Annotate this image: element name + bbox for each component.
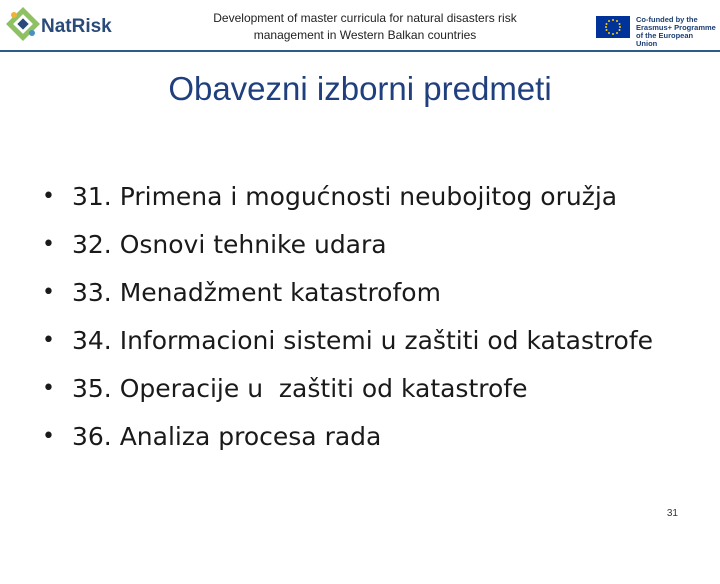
eu-flag-icon <box>596 16 630 38</box>
list-item-text: 33. Menadžment katastrofom <box>72 278 441 307</box>
list-item <box>42 272 441 320</box>
list-item <box>42 320 654 368</box>
eu-text-line-2: Erasmus+ Programme <box>636 23 716 32</box>
natrisk-logo-icon <box>5 4 115 44</box>
slide-header <box>0 0 720 50</box>
bullet-icon: • <box>42 280 55 305</box>
eu-text-line-1: Co-funded by the <box>636 15 698 24</box>
list-item-text: 35. Operacije u zaštiti od katastrofe <box>72 374 528 403</box>
header-line-1: Development of master curricula for natural disasters risk <box>213 11 517 25</box>
list-item-text: 34. Informacioni sistemi u zaštiti od katastrofe <box>72 326 654 355</box>
page-number: 31 <box>666 508 678 519</box>
bullet-icon: • <box>42 376 55 401</box>
course-list <box>42 176 654 464</box>
list-item <box>42 176 618 224</box>
list-item-text: 31. Primena i mogućnosti neubojitog oružja <box>72 182 618 211</box>
list-item <box>42 416 382 464</box>
list-item-text: 36. Analiza procesa rada <box>72 422 382 451</box>
eu-text-line-3: of the European Union <box>636 31 694 48</box>
bullet-icon: • <box>42 328 55 353</box>
header-rule <box>0 50 720 52</box>
header-line-2: management in Western Balkan countries <box>253 28 477 42</box>
natrisk-logo <box>5 4 115 44</box>
logo-text: NatRisk <box>41 16 112 37</box>
bullet-icon: • <box>42 424 55 449</box>
bullet-icon: • <box>42 232 55 257</box>
eu-cofunded-text <box>636 16 716 48</box>
header-subtitle <box>175 10 555 44</box>
list-item-text: 32. Osnovi tehnike udara <box>72 230 387 259</box>
bullet-icon: • <box>42 184 55 209</box>
list-item <box>42 224 387 272</box>
list-item <box>42 368 528 416</box>
slide-title: Obavezni izborni predmeti <box>168 70 552 107</box>
